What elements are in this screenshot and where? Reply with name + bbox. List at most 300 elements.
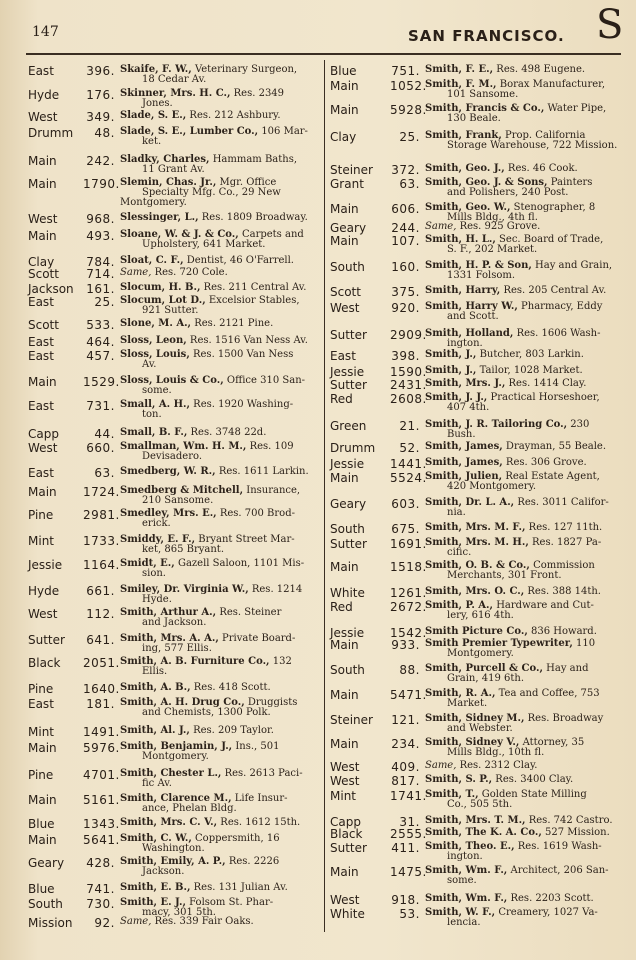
exchange-name: West <box>28 441 58 455</box>
phone-number: 1790. <box>83 177 120 191</box>
exchange-name: Capp <box>330 815 361 829</box>
exchange-name: West <box>330 893 360 907</box>
subscriber-details: Tea and Coffee, 753 <box>498 688 600 699</box>
subscriber-details: Architect, 206 San- <box>510 865 609 876</box>
subscriber-details: Attorney, 35 <box>522 737 585 748</box>
exchange-name: Drumm <box>330 441 376 455</box>
header-rule <box>26 53 621 55</box>
subscriber-details: Hammam Baths, <box>212 154 298 165</box>
subscriber-name: Smith, H. P. & Son, <box>425 260 532 271</box>
directory-entry <box>330 472 620 492</box>
entry-text <box>424 286 620 298</box>
entry-text <box>119 376 320 396</box>
phone-number: 920. <box>391 301 420 315</box>
details-continued: ing, 577 Ellis. <box>142 643 212 654</box>
entry-text <box>119 834 320 854</box>
phone-number: 2909. <box>390 328 427 342</box>
subscriber-name: Sloat, C. F., <box>120 255 184 266</box>
subscriber-name: Smith, Holland, <box>425 328 514 339</box>
details-continued: 420 Montgomery. <box>447 481 537 492</box>
exchange-name: Steiner <box>330 163 373 177</box>
phone-number: 53. <box>399 907 420 921</box>
exchange-name: West <box>330 760 360 774</box>
subscriber-details: Res. 205 Central Av. <box>503 285 607 296</box>
exchange-name: Main <box>28 485 57 499</box>
subscriber-details: Res. 2312 Clay. <box>459 760 538 771</box>
entry-text <box>119 442 320 462</box>
subscriber-details: Office 310 San- <box>226 375 306 386</box>
subscriber-details: Res. 388 14th. <box>527 586 601 597</box>
details-continued: ton. <box>142 409 162 420</box>
subscriber-name: Smith, A. B. Furniture Co., <box>120 656 270 667</box>
exchange-name: Steiner <box>330 713 373 727</box>
phone-number: 349. <box>86 110 115 124</box>
subscriber-name: Smith, Harry, <box>425 285 501 296</box>
directory-entry <box>330 761 620 773</box>
phone-number: 5161. <box>83 793 120 807</box>
exchange-name: West <box>330 301 360 315</box>
entry-text <box>119 155 320 175</box>
details-continued: Specialty Mfg. Co., 29 New Montgomery. <box>120 187 281 208</box>
entry-text <box>424 366 620 378</box>
phone-number: 968. <box>86 212 115 226</box>
phone-number: 1491. <box>83 725 120 739</box>
directory-entry <box>330 561 620 581</box>
directory-entry <box>330 775 620 787</box>
subscriber-details: Veterinary Surgeon, <box>194 64 298 75</box>
exchange-name: Main <box>28 833 57 847</box>
exchange-name: Geary <box>330 497 367 511</box>
entry-text <box>119 486 320 506</box>
subscriber-name: Smiddy, E. F., <box>120 534 196 545</box>
entry-text <box>119 213 320 225</box>
phone-number: 918. <box>391 893 420 907</box>
exchange-name: West <box>28 607 58 621</box>
phone-number: 714. <box>86 267 115 281</box>
phone-number: 5471. <box>390 688 427 702</box>
phone-number: 661. <box>86 584 115 598</box>
subscriber-name: Smith, Benjamin, J., <box>120 741 233 752</box>
exchange-name: Main <box>28 154 57 168</box>
phone-number: 63. <box>94 466 115 480</box>
subscriber-details: 110 <box>576 638 596 649</box>
subscriber-name: Smith, A. B., <box>120 682 191 693</box>
entry-text <box>424 329 620 349</box>
subscriber-name: Small, B. F., <box>120 427 188 438</box>
directory-entry <box>330 393 620 413</box>
entry-text <box>424 164 620 176</box>
entry-text <box>424 828 620 840</box>
directory-entry <box>330 664 620 684</box>
phone-number: 21. <box>399 419 420 433</box>
directory-entry <box>28 509 320 529</box>
section-letter: S <box>596 2 624 48</box>
phone-number: 603. <box>391 497 420 511</box>
subscriber-details: Res. 498 Eugene. <box>496 64 586 75</box>
subscriber-name: Smith, Sidney V., <box>425 737 520 748</box>
phone-number: 1475. <box>390 865 427 879</box>
subscriber-details: Creamery, 1027 Va- <box>498 907 598 918</box>
phone-number: 244. <box>391 221 420 235</box>
entry-text <box>424 714 620 734</box>
phone-number: 2555. <box>390 827 427 841</box>
subscriber-name: Smith, Mrs. T. M., <box>425 815 526 826</box>
subscriber-details: Private Board- <box>222 633 296 644</box>
right-column <box>330 60 620 940</box>
left-column <box>28 60 320 940</box>
entry-text <box>424 538 620 558</box>
entry-text <box>424 866 620 886</box>
exchange-name: Mint <box>28 534 54 548</box>
phone-number: 396. <box>86 64 115 78</box>
phone-number: 160. <box>391 260 420 274</box>
directory-entry <box>28 657 320 677</box>
phone-number: 161. <box>86 282 115 296</box>
subscriber-name: Smith, Arthur A., <box>120 607 217 618</box>
subscriber-details: Butcher, 803 Larkin. <box>479 349 584 360</box>
subscriber-details: Res. 306 Grove. <box>505 457 587 468</box>
directory-entry <box>28 683 320 695</box>
entry-text <box>424 442 620 454</box>
subscriber-name: Smith, Mrs. C. V., <box>120 817 218 828</box>
details-continued: cific. <box>447 547 472 558</box>
details-continued: ance, Phelan Bldg. <box>142 803 237 814</box>
column-divider <box>324 60 325 932</box>
directory-entry <box>28 608 320 628</box>
subscriber-name: Slade, S. E., <box>120 110 187 121</box>
exchange-name: Main <box>330 560 359 574</box>
subscriber-name: Skinner, Mrs. H. C., <box>120 88 231 99</box>
subscriber-name: Smith, Clarence M., <box>120 793 232 804</box>
subscriber-details: Res. Steiner <box>219 607 282 618</box>
details-continued: Jackson. <box>142 866 185 877</box>
entry-text <box>424 420 620 440</box>
exchange-name: East <box>28 335 54 349</box>
exchange-name: East <box>28 697 54 711</box>
details-continued: ington. <box>447 338 483 349</box>
directory-entry <box>330 601 620 621</box>
exchange-name: Geary <box>330 221 367 235</box>
details-continued: Mills Bldg., 10th fl. <box>447 747 545 758</box>
phone-number: 1518. <box>390 560 427 574</box>
subscriber-details: Golden State Milling <box>481 789 587 800</box>
exchange-name: South <box>28 897 63 911</box>
subscriber-details: Sec. Board of Trade, <box>499 234 604 245</box>
entry-text <box>119 585 320 605</box>
phone-number: 464. <box>86 335 115 349</box>
exchange-name: East <box>28 349 54 363</box>
entry-text <box>119 683 320 695</box>
details-continued: sion. <box>142 568 166 579</box>
subscriber-name: Smiley, Dr. Virginia W., <box>120 584 249 595</box>
subscriber-name: Smith, J. J., <box>425 392 488 403</box>
subscriber-details: Water Pipe, <box>547 103 607 114</box>
subscriber-details: Ins., 501 <box>235 741 280 752</box>
directory-entry <box>330 908 620 928</box>
city-heading: SAN FRANCISCO. <box>408 27 565 45</box>
exchange-name: Red <box>330 600 353 614</box>
subscriber-details: Commission <box>533 560 595 571</box>
entry-text <box>119 742 320 762</box>
exchange-name: East <box>28 64 54 78</box>
exchange-name: Pine <box>28 768 54 782</box>
subscriber-name: Smith Picture Co., <box>425 626 528 637</box>
exchange-name: South <box>330 522 365 536</box>
subscriber-details: Res. 1920 Washing- <box>193 399 294 410</box>
subscriber-name: Smith, Dr. L. A., <box>425 497 515 508</box>
subscriber-name: Skaife, F. W., <box>120 64 192 75</box>
subscriber-name: Smith, R. A., <box>425 688 496 699</box>
subscriber-name: Sloss, Louis, <box>120 349 190 360</box>
details-continued: fic Av. <box>142 778 172 789</box>
subscriber-details: Practical Horseshoer, <box>490 392 600 403</box>
subscriber-name: Smith, The K. A. Co., <box>425 827 542 838</box>
entry-text <box>424 523 620 535</box>
phone-number: 375. <box>391 285 420 299</box>
directory-entry <box>28 319 320 331</box>
entry-text <box>119 178 320 208</box>
directory-entry <box>28 857 320 877</box>
details-continued: 210 Sansome. <box>142 495 214 506</box>
subscriber-name: Smith, Geo. W., <box>425 202 511 213</box>
details-continued: Grain, 419 6th. <box>447 673 524 684</box>
directory-entry <box>330 104 620 124</box>
directory-entry <box>28 467 320 479</box>
exchange-name: Jessie <box>330 365 365 379</box>
phone-number: 234. <box>391 737 420 751</box>
details-continued: and Polishers, 240 Post. <box>447 187 569 198</box>
phone-number: 52. <box>399 441 420 455</box>
entry-text <box>424 261 620 281</box>
entry-text <box>119 657 320 677</box>
phone-number: 751. <box>391 64 420 78</box>
subscriber-name: Smith, Harry W., <box>425 301 518 312</box>
phone-number: 533. <box>86 318 115 332</box>
details-continued: ket, 865 Bryant. <box>142 544 224 555</box>
exchange-name: Sutter <box>330 378 367 392</box>
phone-number: 88. <box>399 663 420 677</box>
details-continued: Merchants, 301 Front. <box>447 570 562 581</box>
same-marker: Same, <box>425 221 457 232</box>
directory-entry <box>28 127 320 147</box>
exchange-name: Scott <box>330 285 361 299</box>
directory-entry <box>330 366 620 378</box>
directory-entry <box>330 458 620 470</box>
entry-text <box>424 689 620 709</box>
exchange-name: Main <box>330 79 359 93</box>
directory-entry <box>28 585 320 605</box>
exchange-name: White <box>330 586 365 600</box>
entry-text <box>119 559 320 579</box>
exchange-name: Green <box>330 419 367 433</box>
subscriber-details: Res. 3748 22d. <box>190 427 267 438</box>
entry-text <box>119 127 320 147</box>
phone-number: 2672. <box>390 600 427 614</box>
directory-entry <box>330 350 620 362</box>
directory-entry <box>28 742 320 762</box>
entry-text <box>424 203 620 223</box>
entry-text <box>424 393 620 413</box>
subscriber-details: Stenographer, 8 <box>513 202 596 213</box>
entry-text <box>119 296 320 316</box>
phone-number: 398. <box>391 349 420 363</box>
details-continued: Devisadero. <box>142 451 202 462</box>
exchange-name: East <box>28 466 54 480</box>
entry-text <box>424 894 620 906</box>
entry-text <box>119 111 320 123</box>
subscriber-details: Res. 700 Brod- <box>219 508 295 519</box>
subscriber-name: Slocum, Lot D., <box>120 295 206 306</box>
directory-entry <box>330 329 620 349</box>
directory-entry <box>330 261 620 281</box>
entry-text <box>424 775 620 787</box>
entry-text <box>119 336 320 348</box>
subscriber-name: Smedley, Mrs. E., <box>120 508 217 519</box>
details-continued: 130 Beale. <box>447 113 501 124</box>
exchange-name: Main <box>330 737 359 751</box>
phone-number: 493. <box>86 229 115 243</box>
exchange-name: Red <box>330 392 353 406</box>
phone-number: 31. <box>399 815 420 829</box>
subscriber-details: Res. 925 Grove. <box>459 221 541 232</box>
subscriber-name: Smith, A. H. Drug Co., <box>120 697 245 708</box>
subscriber-name: Smith, W. F., <box>425 907 496 918</box>
subscriber-name: Smith, Frank, <box>425 130 502 141</box>
entry-text <box>119 883 320 895</box>
phone-number: 92. <box>94 916 115 930</box>
directory-entry <box>28 65 320 85</box>
entry-text <box>424 379 620 391</box>
directory-entry <box>330 738 620 758</box>
exchange-name: Capp <box>28 427 59 441</box>
entry-text <box>119 698 320 718</box>
details-continued: Ellis. <box>142 666 168 677</box>
subscriber-details: Mgr. Office <box>219 177 277 188</box>
subscriber-name: Slemin, Chas. Jr., <box>120 177 217 188</box>
phone-number: 372. <box>391 163 420 177</box>
subscriber-details: Dentist, 46 O'Farrell. <box>186 255 294 266</box>
exchange-name: Main <box>330 471 359 485</box>
subscriber-details: Res. 2349 <box>233 88 285 99</box>
exchange-name: Hyde <box>28 584 60 598</box>
subscriber-name: Smith, Chester L., <box>120 768 222 779</box>
subscriber-details: Res. 1827 Pa- <box>532 537 602 548</box>
phone-number: 933. <box>391 638 420 652</box>
directory-entry <box>28 376 320 396</box>
exchange-name: East <box>330 349 356 363</box>
directory-entry <box>28 442 320 462</box>
directory-entry <box>28 898 320 918</box>
phone-number: 1052. <box>390 79 427 93</box>
exchange-name: Pine <box>28 508 54 522</box>
subscriber-details: Res. 1606 Wash- <box>516 328 601 339</box>
subscriber-name: Smith, P. A., <box>425 600 494 611</box>
subscriber-details: Res. 1214 <box>251 584 303 595</box>
same-marker: Same, <box>425 760 457 771</box>
page-number: 147 <box>32 24 59 40</box>
exchange-name: Main <box>28 229 57 243</box>
subscriber-details: Bryant Street Mar- <box>198 534 295 545</box>
exchange-name: Main <box>330 103 359 117</box>
subscriber-name: Smith, F. M., <box>425 79 497 90</box>
subscriber-name: Smith, Sidney M., <box>425 713 525 724</box>
directory-entry <box>330 538 620 558</box>
subscriber-details: Res. 127 11th. <box>528 522 603 533</box>
details-continued: and Webster. <box>447 723 513 734</box>
entry-text <box>119 726 320 738</box>
subscriber-name: Smith, Mrs. M. F., <box>425 522 526 533</box>
details-continued: macy, 301 5th. <box>142 907 216 918</box>
subscriber-name: Smith, C. W., <box>120 833 192 844</box>
subscriber-name: Smith, F. E., <box>425 64 494 75</box>
details-continued: and Chemists, 1300 Polk. <box>142 707 271 718</box>
directory-entry <box>28 535 320 555</box>
entry-text <box>424 842 620 862</box>
entry-text <box>119 535 320 555</box>
details-continued: ket. <box>142 136 162 147</box>
phone-number: 2608. <box>390 392 427 406</box>
entry-text <box>119 319 320 331</box>
subscriber-details: Hay and Grain, <box>535 260 613 271</box>
entry-text <box>424 80 620 100</box>
subscriber-name: Slocum, H. B., <box>120 282 201 293</box>
subscriber-name: Smith, H. L., <box>425 234 496 245</box>
subscriber-name: Slessinger, L., <box>120 212 199 223</box>
directory-entry <box>330 286 620 298</box>
directory-entry <box>28 698 320 718</box>
directory-entry <box>28 89 320 109</box>
exchange-name: Mint <box>330 789 356 803</box>
subscriber-name: Smedberg & Mitchell, <box>120 485 244 496</box>
subscriber-details: Insurance, <box>246 485 301 496</box>
phone-number: 121. <box>391 713 420 727</box>
entry-text <box>424 302 620 322</box>
subscriber-details: Prop. California <box>505 130 586 141</box>
subscriber-name: Smith, Geo. J., <box>425 163 505 174</box>
phone-number: 5976. <box>83 741 120 755</box>
phone-number: 5524. <box>390 471 427 485</box>
phone-number: 48. <box>94 126 115 140</box>
entry-text <box>424 222 620 234</box>
exchange-name: Main <box>28 793 57 807</box>
details-continued: 101 Sansome. <box>447 89 519 100</box>
exchange-name: West <box>28 212 58 226</box>
subscriber-details: 230 <box>570 419 590 430</box>
details-continued: 11 Grant Av. <box>142 164 205 175</box>
directory-entry <box>330 222 620 234</box>
directory-entry <box>28 834 320 854</box>
exchange-name: Geary <box>28 856 65 870</box>
directory-entry <box>28 350 320 370</box>
directory-entry <box>28 230 320 250</box>
subscriber-details: Res. 131 Julian Av. <box>193 882 288 893</box>
entry-text <box>119 769 320 789</box>
page-header <box>0 0 636 60</box>
entry-text <box>424 65 620 77</box>
entry-text <box>424 761 620 773</box>
subscriber-details: Res. 1414 Clay. <box>508 378 587 389</box>
directory-entry <box>28 296 320 316</box>
subscriber-name: Smith, Emily, A. P., <box>120 856 226 867</box>
exchange-name: Main <box>330 638 359 652</box>
exchange-name: Hyde <box>28 88 60 102</box>
subscriber-name: Smith, James, <box>425 441 503 452</box>
subscriber-details: Folsom St. Phar- <box>189 897 274 908</box>
directory-entry <box>28 155 320 175</box>
subscriber-name: Smith, J., <box>425 365 477 376</box>
details-continued: ington. <box>447 851 483 862</box>
exchange-name: Main <box>330 234 359 248</box>
